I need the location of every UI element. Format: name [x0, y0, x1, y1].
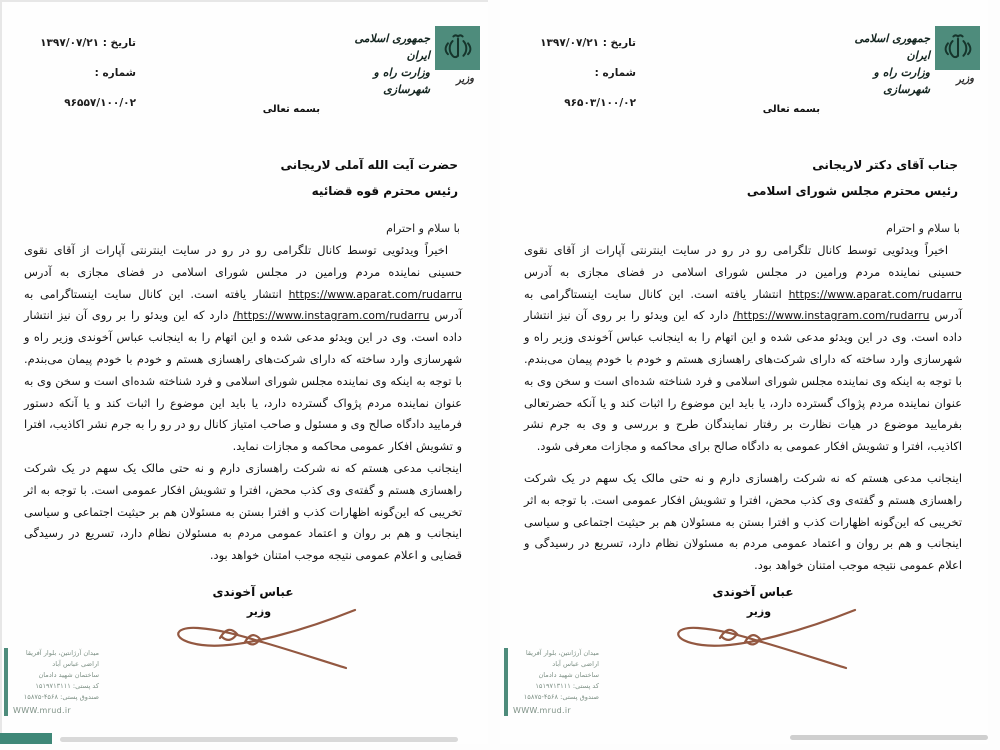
signature-name: عباس آخوندی [712, 585, 794, 599]
body-paragraph-2: اینجانب مدعی هستم که نه شرکت راهسازی دارم و نه حتی مالک یک سهم در یک شرکت راهسازی هستم و گفته‌ی وی کذب محض، افترا و تشویش افکار عمومی است. با توجه به اثر تخریبی که این‌گونه اظهارات کذب و افترا بستن به مسئولان هم بر حیثیت اجتماعی و سیاسی اینجانب و هم بر روان و اعتماد عمومی مردم به مسئولان نظام دارد، تسریع در رسیدگی قضایی و اعلام عمومی نتیجه موجب امتنان خواهد بود. [24, 460, 462, 563]
letter-body [524, 240, 962, 577]
allah-emblem-glyph [941, 31, 975, 65]
number-line [26, 58, 136, 118]
address-line: ساختمان شهید دادمان [38, 671, 99, 679]
scan-artifact-gray-band [790, 735, 988, 740]
body-text-segment: انتشار یافته است. این کانال سایت اینستاگرامی به آدرس [24, 286, 463, 323]
letterhead-org [834, 30, 930, 98]
letterhead-org [334, 30, 430, 98]
footer-address-block [504, 648, 599, 716]
date-value: ۱۳۹۷/۰۷/۲۱ [540, 37, 600, 49]
address-line: میدان آرژانتین، بلوار آفریقا [525, 649, 599, 657]
minister-script: وزیر [955, 73, 975, 86]
body-paragraph-1 [24, 240, 462, 458]
website-url: WWW.mrud.ir [513, 706, 571, 715]
addressee-name: جناب آقای دکتر لاریجانی [812, 158, 958, 172]
aparat-url: https://www.aparat.com/rudarru [788, 287, 962, 301]
org-line1: جمهوری اسلامی ایران [354, 32, 430, 62]
postal-code: کد پستی: ‎۱۵۱۹۷۱۳۱۱۱ [35, 682, 99, 690]
org-line2: وزارت راه و شهرسازی [873, 66, 930, 96]
body-paragraph-1 [524, 240, 962, 458]
postal-code: کد پستی: ‎۱۵۱۹۷۱۳۱۱۱ [535, 682, 599, 690]
addressee-title: رئیس محترم مجلس شورای اسلامی [746, 184, 958, 198]
signature-title: وزیر [746, 605, 772, 618]
number-value: ۹۶۵۰۳/۱۰۰/۰۲ [564, 97, 636, 109]
addressee-block [280, 152, 458, 204]
number-value: ۹۶۵۵۷/۱۰۰/۰۲ [64, 97, 136, 109]
date-number-block [26, 28, 136, 118]
address-line: ساختمان شهید دادمان [538, 671, 599, 679]
signature-name: عباس آخوندی [212, 585, 294, 599]
number-line [526, 58, 636, 118]
date-label: تاریخ : [102, 37, 136, 49]
org-line1: جمهوری اسلامی ایران [854, 32, 930, 62]
instagram-url: /https://www.instagram.com/rudarru [233, 309, 430, 323]
address-line: اراضی عباس آباد [52, 660, 99, 668]
org-line2: وزارت راه و شهرسازی [373, 66, 430, 96]
date-line [526, 28, 636, 58]
salutation: با سلام و احترام [386, 222, 460, 235]
signature-scribble [150, 598, 365, 678]
besmele: بسمه تعالی [762, 104, 820, 115]
allah-emblem-glyph [441, 31, 475, 65]
minister-script: وزیر [455, 73, 475, 86]
aparat-url: https://www.aparat.com/rudarru [288, 287, 462, 301]
signature-scribble [650, 598, 865, 678]
number-label: شماره : [94, 67, 136, 79]
iran-emblem-icon [935, 26, 980, 70]
scan-artifact-gray-band [60, 737, 458, 742]
po-box: صندوق پستی: ‎۱۵۸۷۵-۴۵۶۸ [523, 693, 599, 701]
website-url: WWW.mrud.ir [13, 706, 71, 715]
body-text-segment: اخیراً ویدئویی توسط کانال تلگرامی رو در رو در سایت اینترنتی آپارات از آقای نقوی حسینی نماینده مردم ورامین در مجلس شورای اسلامی در فضای مجازی به آدرس [24, 243, 462, 279]
date-value: ۱۳۹۷/۰۷/۲۱ [40, 37, 100, 49]
addressee-name: حضرت آیت الله آملی لاریجانی [280, 158, 458, 172]
iran-emblem-icon [435, 26, 480, 70]
footer-address-block [4, 648, 99, 716]
date-line [26, 28, 136, 58]
besmele: بسمه تعالی [262, 104, 320, 115]
signature-title: وزیر [246, 605, 272, 618]
address-line: اراضی عباس آباد [552, 660, 599, 668]
letter-body [24, 240, 462, 567]
body-text-segment: اخیراً ویدئویی توسط کانال تلگرامی رو در رو در سایت اینترنتی آپارات از آقای نقوی حسینی نماینده مردم ورامین در مجلس شورای اسلامی در فضای مجازی به آدرس [524, 243, 962, 279]
po-box: صندوق پستی: ‎۱۵۸۷۵-۴۵۶۸ [23, 693, 99, 701]
date-number-block [526, 28, 636, 118]
body-paragraph-2: اینجانب مدعی هستم که نه شرکت راهسازی دارم و نه حتی مالک یک سهم در یک شرکت راهسازی هستم و گفته‌ی وی کذب محض، افترا و تشویش افکار عمومی است. با توجه به اثر تخریبی که این‌گونه اظهارات کذب و افترا بستن به مسئولان هم بر حیثیت اجتماعی و سیاسی اینجانب و هم بر روان و اعتماد عمومی مردم به مسئولان نظام دارد، تسریع در رسیدگی و اعلام عمومی نتیجه موجب امتنان خواهد بود. [524, 470, 962, 573]
address-line: میدان آرژانتین، بلوار آفریقا [25, 649, 99, 657]
body-text-segment: دارد که این ویدئو را بر روی آن نیز انتشار داده است. وی در این ویدئو مدعی شده و این اتهام را به اینجانب عباس آخوندی وزیر راه و شهرسازی وارد ساخته که دارای شرکت‌های راهسازی هستم و خودم با خودم پیمان می‌بندم. با توجه به اینکه وی نماینده مجلس شورای اسلامی و فرد شناخته شده‌ای است و سخن وی به عنوان نماینده مردم پژواک گسترده دارد، یا باید این موضوع را اثبات کند و یا آنکه حضرتعالی بفرمایید موضوع در هیات نظارت بر رفتار نمایندگان طرح و بررسی و وی به جرم نشر اکاذیب، افترا و تشویش افکار عمومی به دادگاه صالح برای محاکمه و مجازات معرفی شود. [524, 308, 962, 454]
body-text-segment: انتشار یافته است. این کانال سایت اینستاگرامی به آدرس [524, 286, 963, 323]
letter-page-judiciary [0, 0, 488, 744]
salutation: با سلام و احترام [886, 222, 960, 235]
scan-artifact-teal-strip [0, 733, 52, 744]
addressee-title: رئیس محترم قوه قضائیه [311, 184, 458, 198]
instagram-url: /https://www.instagram.com/rudarru [733, 309, 930, 323]
addressee-block [747, 152, 958, 204]
date-label: تاریخ : [602, 37, 636, 49]
body-text-segment: دارد که این ویدئو را بر روی آن نیز انتشار داده است. وی در این ویدئو مدعی شده و این اتهام را به اینجانب عباس آخوندی وزیر راه و شهرسازی وارد ساخته که دارای شرکت‌های راهسازی هستم و خودم با خودم پیمان می‌بندم. با توجه به اینکه وی نماینده مجلس شورای اسلامی و فرد شناخته شده‌ای است و سخن وی به عنوان نماینده مردم پژواک گسترده دارد، یا باید این موضوع را اثبات کند و یا آنکه دستور فرمایید دادگاه صالح وی و مسئول و صاحب امتیاز کانال رو در رو را به جرم نشر اکاذیب، افترا و تشویش افکار عمومی محاکمه و مجازات نماید. [24, 308, 462, 454]
number-label: شماره : [594, 67, 636, 79]
letter-page-majlis [500, 0, 988, 744]
